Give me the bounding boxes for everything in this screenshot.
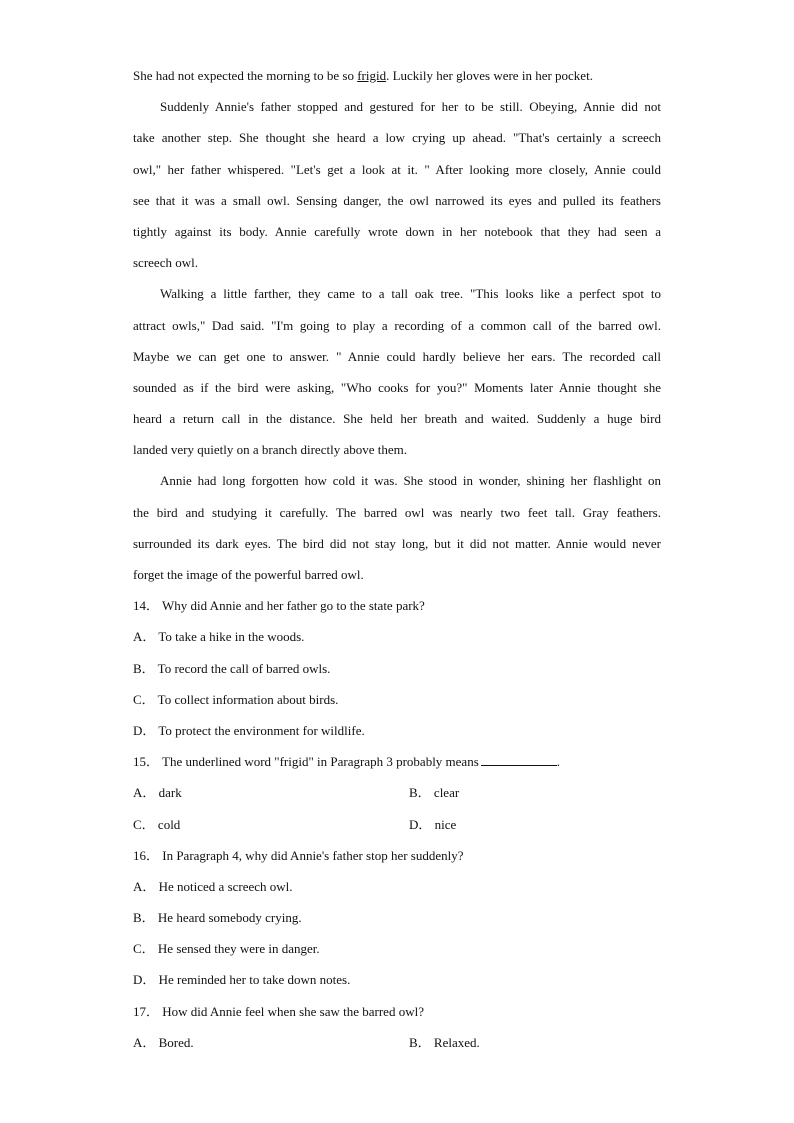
passage-line: take another step. She thought she heard a low crying up ahead. "That's certainly a screech bbox=[133, 130, 661, 146]
passage-line: see that it was a small owl. Sensing danger, the owl narrowed its eyes and pulled its feathers bbox=[133, 192, 661, 208]
answer-option-d[interactable]: D． nice bbox=[409, 816, 457, 832]
answer-option-b[interactable]: B． Relaxed. bbox=[409, 1034, 480, 1050]
passage-line: owl," her father whispered. "Let's get a look at it. " After looking more closely, Annie could bbox=[133, 161, 661, 177]
answer-blank bbox=[481, 755, 557, 766]
passage-line: attract owls," Dad said. "I'm going to play a recording of a common call of the barred owl. bbox=[133, 317, 661, 333]
option-row bbox=[133, 809, 661, 840]
answer-option-b[interactable]: B． To record the call of barred owls. bbox=[133, 660, 331, 676]
passage-text: She had not expected the morning to be so bbox=[133, 68, 358, 83]
passage-text: . Luckily her gloves were in her pocket. bbox=[386, 68, 593, 83]
passage-paragraph-3 bbox=[133, 278, 661, 465]
answer-option-b[interactable]: B． clear bbox=[409, 785, 460, 801]
passage-line: tightly against its body. Annie carefully wrote down in her notebook that they had seen a bbox=[133, 223, 661, 239]
question-stem: 14． Why did Annie and her father go to the state park? bbox=[133, 598, 425, 614]
passage-paragraph-1 bbox=[133, 60, 661, 91]
question-17 bbox=[133, 996, 661, 1058]
answer-option-d[interactable]: D． He reminded her to take down notes. bbox=[133, 972, 351, 988]
answer-option-a[interactable]: A． To take a hike in the woods. bbox=[133, 629, 305, 645]
question-stem bbox=[133, 746, 661, 777]
passage-line: the bird and studying it carefully. The barred owl was nearly two feet tall. Gray feathers. bbox=[133, 504, 661, 520]
answer-option-c[interactable]: C． To collect information about birds. bbox=[133, 691, 339, 707]
passage-line: heard a return call in the distance. She held her breath and waited. Suddenly a huge bird bbox=[133, 411, 661, 427]
answer-option-a[interactable]: A． dark bbox=[133, 785, 182, 801]
passage-line: screech owl. bbox=[133, 255, 198, 271]
underlined-word: frigid bbox=[357, 68, 387, 83]
answer-option-c[interactable]: C． cold bbox=[133, 816, 181, 832]
option-row bbox=[133, 777, 661, 808]
passage-line: Maybe we can get one to answer. " Annie could hardly believe her ears. The recorded call bbox=[133, 348, 661, 364]
passage-line: Walking a little farther, they came to a tall oak tree. "This looks like a perfect spot to bbox=[160, 286, 661, 302]
answer-option-a[interactable]: A． He noticed a screech owl. bbox=[133, 878, 293, 894]
document-page bbox=[133, 60, 661, 1058]
passage-line: forget the image of the powerful barred owl. bbox=[133, 567, 364, 582]
passage-line: surrounded its dark eyes. The bird did not stay long, but it did not matter. Annie would never bbox=[133, 535, 661, 551]
question-stem: 16． In Paragraph 4, why did Annie's father stop her suddenly? bbox=[133, 847, 464, 863]
question-stem-text: 15． The underlined word "frigid" in Paragraph 3 probably means bbox=[133, 754, 479, 770]
passage-line: landed very quietly on a branch directly above them. bbox=[133, 442, 407, 458]
passage-line: Suddenly Annie's father stopped and gestured for her to be still. Obeying, Annie did not bbox=[160, 99, 661, 115]
answer-option-c[interactable]: C． He sensed they were in danger. bbox=[133, 941, 320, 957]
passage-line: sounded as if the bird were asking, "Who cooks for you?" Moments later Annie thought she bbox=[133, 379, 661, 395]
passage-paragraph-2 bbox=[133, 91, 661, 278]
question-16 bbox=[133, 840, 661, 996]
question-14 bbox=[133, 590, 661, 746]
answer-option-b[interactable]: B． He heard somebody crying. bbox=[133, 910, 302, 926]
option-row bbox=[133, 1027, 661, 1058]
passage-paragraph-4 bbox=[133, 465, 661, 590]
question-stem-end: . bbox=[556, 754, 561, 770]
question-15 bbox=[133, 746, 661, 840]
passage-line: Annie had long forgotten how cold it was. She stood in wonder, shining her flashlight on bbox=[160, 473, 661, 489]
answer-option-a[interactable]: A． Bored. bbox=[133, 1034, 194, 1050]
question-stem: 17． How did Annie feel when she saw the barred owl? bbox=[133, 1003, 424, 1019]
answer-option-d[interactable]: D． To protect the environment for wildlife. bbox=[133, 722, 365, 738]
